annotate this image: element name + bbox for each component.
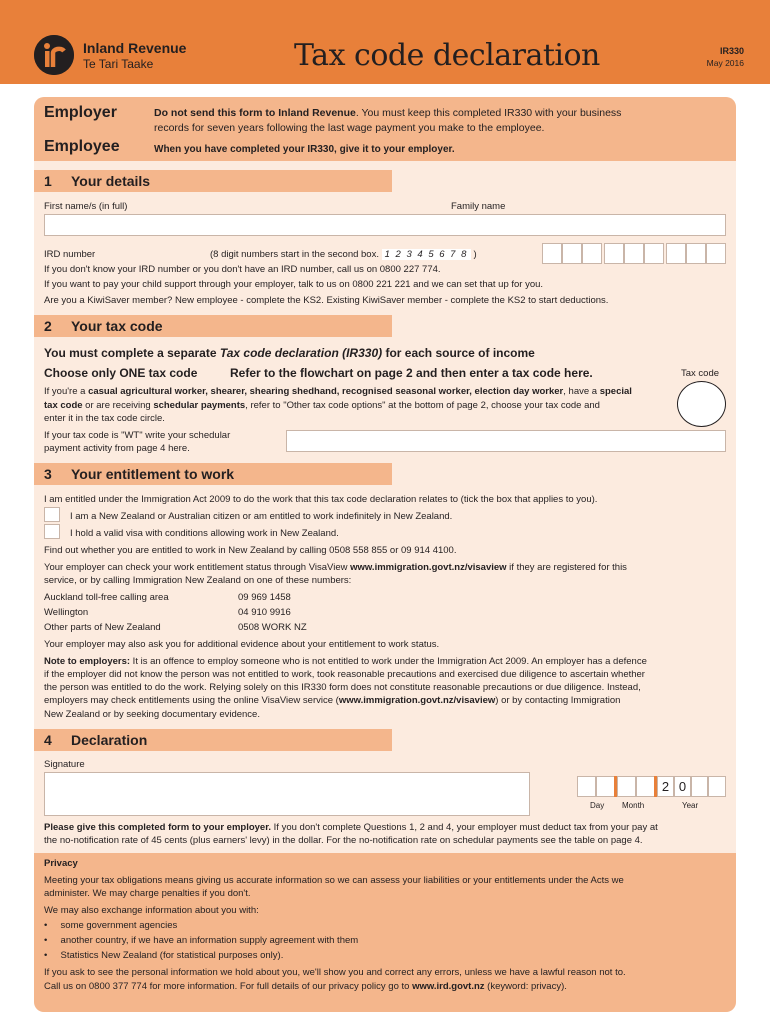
schedular-activity-input[interactable]	[286, 430, 726, 452]
employer-instruction-line2: records for seven years following the last wage payment you make to the employee.	[154, 122, 545, 134]
list-item: • another country, if we have an information supply agreement with them	[44, 935, 359, 946]
tax-code-label: Tax code	[681, 368, 720, 379]
visa-checkbox[interactable]	[44, 524, 60, 539]
citizen-option-label: I am a New Zealand or Australian citizen or am entitled to work indefinitely in New Zealand.	[70, 511, 453, 522]
first-name-label: First name/s (in full)	[44, 201, 128, 212]
page-title: Tax code declaration	[294, 38, 600, 73]
ird-hint: (8 digit numbers start in the second box. 1 2 3 4 5 6 7 8 )	[210, 249, 477, 260]
employer-note-line5: New Zealand or by seeking documentary evidence.	[44, 709, 260, 720]
year-digit-box: 2	[657, 776, 674, 797]
ird-digit-box[interactable]	[644, 243, 664, 264]
evidence-line: Your employer may also ask you for additional evidence about your entitlement to work status.	[44, 639, 440, 650]
section-2-title: Your tax code	[71, 318, 163, 334]
ird-digit-box[interactable]	[604, 243, 624, 264]
employer-label: Employer	[44, 104, 117, 121]
brand-name: Inland Revenue	[83, 40, 187, 56]
section-3-title: Your entitlement to work	[71, 466, 235, 482]
employee-instruction: When you have completed your IR330, give it to your employer.	[154, 144, 455, 155]
give-form-line1: Please give this completed form to your employer. If you don't complete Questions 1, 2 and 4, your employer must deduct tax from your pay at	[44, 822, 658, 833]
section-3-number: 3	[44, 466, 52, 482]
privacy-p1: Meeting your tax obligations means giving us accurate information so we can assess your liabilities or your entitlements under the Acts we	[44, 875, 624, 886]
phone-number: 0508 WORK NZ	[238, 622, 307, 633]
year-digit-box[interactable]	[708, 776, 726, 797]
privacy-title: Privacy	[44, 858, 78, 869]
tax-code-circle-input[interactable]	[677, 381, 726, 427]
phone-label: Auckland toll-free calling area	[44, 592, 169, 603]
month-digit-box[interactable]	[617, 776, 636, 797]
employer-note-line3: the person was entitled to do the work. Relying solely on this IR330 form does not constitute reasonable precautions or due diligence. Instead,	[44, 682, 641, 693]
month-digit-box[interactable]	[636, 776, 655, 797]
ird-digit-box[interactable]	[624, 243, 644, 264]
year-digit-box[interactable]	[691, 776, 708, 797]
list-item: • Statistics New Zealand (for statistical purposes only).	[44, 950, 284, 961]
employer-note-line2: if the employer did not know the person was not entitled to work, took reasonable precautions and exercised due diligence to ascertain whether	[44, 669, 645, 680]
wt-instruction-2: payment activity from page 4 here.	[44, 443, 190, 454]
year-label: Year	[682, 801, 699, 810]
special-tax-line2: tax code or are receiving schedular payments, refer to "Other tax code options" at the bottom of page 2, choose your tax code and	[44, 400, 600, 411]
form-code: IR330	[719, 46, 744, 56]
visaview-line2: service, or by calling Immigration New Zealand on one of these numbers:	[44, 575, 352, 586]
ird-digit-box[interactable]	[542, 243, 562, 264]
ird-digit-box[interactable]	[562, 243, 582, 264]
section-4-title: Declaration	[71, 732, 148, 748]
kiwisaver-line: Are you a KiwiSaver member? New employee - complete the KS2. Existing KiwiSaver member - complete the KS2 to start deductions.	[44, 295, 609, 306]
ird-info-line: If you don't know your IRD number or you don't have an IRD number, call us on 0800 227 774.	[44, 264, 441, 275]
ird-digit-box[interactable]	[706, 243, 726, 264]
section-2-number: 2	[44, 318, 52, 334]
ird-digit-box[interactable]	[666, 243, 686, 264]
flowchart-instruction: Refer to the flowchart on page 2 and then enter a tax code here.	[230, 366, 593, 380]
privacy-p3: If you ask to see the personal information we hold about you, we'll show you and correct any errors, unless we have a lawful reason not to.	[44, 967, 626, 978]
day-digit-box[interactable]	[596, 776, 615, 797]
year-digit-box: 0	[674, 776, 691, 797]
phone-label: Wellington	[44, 607, 89, 618]
section-1-title: Your details	[71, 173, 151, 189]
privacy-p4: Call us on 0800 377 774 for more information. For full details of our privacy policy go to www.ird.govt.nz (keyword: privacy).	[44, 981, 567, 992]
entitlement-intro: I am entitled under the Immigration Act 2009 to do the work that this tax code declaration relates to (tick the box that applies to you).	[44, 494, 598, 505]
citizen-checkbox[interactable]	[44, 507, 60, 522]
section-4-number: 4	[44, 732, 52, 748]
signature-input[interactable]	[44, 772, 530, 816]
form-date: May 2016	[706, 58, 744, 68]
inland-revenue-logo-icon	[34, 35, 74, 75]
ird-number-label: IRD number	[44, 249, 96, 260]
wt-instruction-1: If your tax code is "WT" write your schedular	[44, 430, 231, 441]
visa-option-label: I hold a valid visa with conditions allowing work in New Zealand.	[70, 528, 339, 539]
special-tax-line1: If you're a casual agricultural worker, shearer, shearing shedhand, recognised seasonal worker, election day worker, have a special	[44, 386, 632, 397]
separate-declaration-heading: You must complete a separate Tax code declaration (IR330) for each source of income	[44, 346, 535, 360]
brand-maori: Te Tari Taake	[83, 57, 154, 71]
list-item: • some government agencies	[44, 920, 178, 931]
month-label: Month	[622, 801, 645, 810]
phone-label: Other parts of New Zealand	[44, 622, 161, 633]
privacy-p1b: administer. We may charge penalties if you don't.	[44, 888, 251, 899]
visaview-line1: Your employer can check your work entitlement status through VisaView www.immigration.govt.nz/visaview if they are registered for this	[44, 562, 627, 573]
family-name-label: Family name	[451, 201, 506, 212]
signature-label: Signature	[44, 759, 85, 770]
ird-digit-box[interactable]	[582, 243, 602, 264]
employer-note-line1: Note to employers: It is an offence to employ someone who is not entitled to work under the Immigration Act 2009. An employer has a defence	[44, 656, 647, 667]
name-input[interactable]	[44, 214, 726, 236]
privacy-p2: We may also exchange information about you with:	[44, 905, 259, 916]
section-1-number: 1	[44, 173, 52, 189]
day-digit-box[interactable]	[577, 776, 596, 797]
give-form-line2: the no-notification rate of 45 cents (plus earners' levy) in the dollar. For the no-notification rate on schedular payments see the table on page 4.	[44, 835, 643, 846]
employee-label: Employee	[44, 138, 120, 155]
employer-note-line4: employers may check entitlements using the online VisaView service (www.immigration.govt.nz/visaview) or by contacting Immigration	[44, 695, 621, 706]
day-label: Day	[590, 801, 605, 810]
special-tax-line3: enter it in the tax code circle.	[44, 413, 165, 424]
date-boxes[interactable]	[577, 776, 726, 797]
phone-number: 09 969 1458	[238, 592, 291, 603]
child-support-line: If you want to pay your child support through your employer, talk to us on 0800 221 221 and we can set that up for you.	[44, 279, 544, 290]
ird-digit-box[interactable]	[686, 243, 706, 264]
find-out-line: Find out whether you are entitled to work in New Zealand by calling 0508 558 855 or 09 914 4100.	[44, 545, 457, 556]
employer-instruction: Do not send this form to Inland Revenue. You must keep this completed IR330 with your business	[154, 107, 622, 119]
phone-number: 04 910 9916	[238, 607, 291, 618]
choose-one-heading: Choose only ONE tax code	[44, 366, 198, 380]
